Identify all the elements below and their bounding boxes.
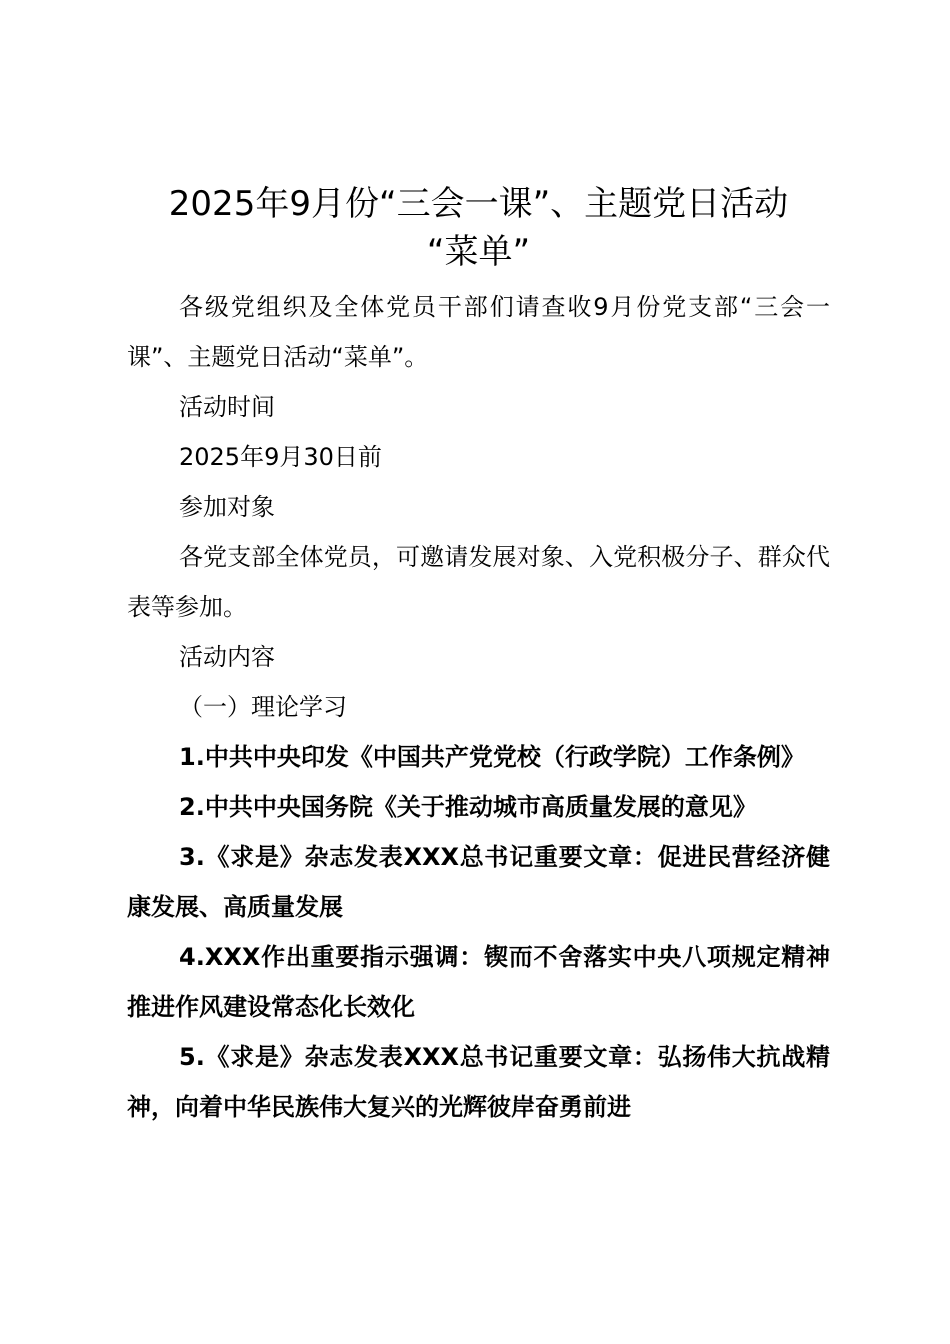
document-body [127,282,830,1132]
section-heading-content: 活动内容 [179,643,275,671]
section-heading-participants: 参加对象 [179,493,275,521]
section-heading-time: 活动时间 [179,393,275,421]
title-line-2: “菜单” [426,232,531,272]
title-line-1: 2025年9月份“三会一课”、主题党日活动 [168,184,789,224]
study-item-1: 1.中共中央印发《中国共产党党校（行政学院）工作条例》 [179,743,805,771]
study-item-5: 5.《求是》杂志发表XXX总书记重要文章：弘扬伟大抗战精神，向着中华民族伟大复兴的光辉彼岸奋勇前进 [127,1043,830,1121]
study-item-3: 3.《求是》杂志发表XXX总书记重要文章：促进民营经济健康发展、高质量发展 [127,843,830,921]
study-item-2: 2.中共中央国务院《关于推动城市高质量发展的意见》 [179,793,757,821]
subsection-theory-study: （一）理论学习 [179,693,347,721]
study-item-4: 4.XXX作出重要指示强调：锲而不舍落实中央八项规定精神推进作风建设常态化长效化 [127,943,830,1021]
intro-paragraph: 各级党组织及全体党员干部们请查收9月份党支部“三会一课”、主题党日活动“菜单”。 [127,293,830,371]
participants-paragraph: 各党支部全体党员，可邀请发展对象、入党积极分子、群众代表等参加。 [127,543,830,621]
document-title [127,180,830,276]
activity-date: 2025年9月30日前 [179,443,382,471]
